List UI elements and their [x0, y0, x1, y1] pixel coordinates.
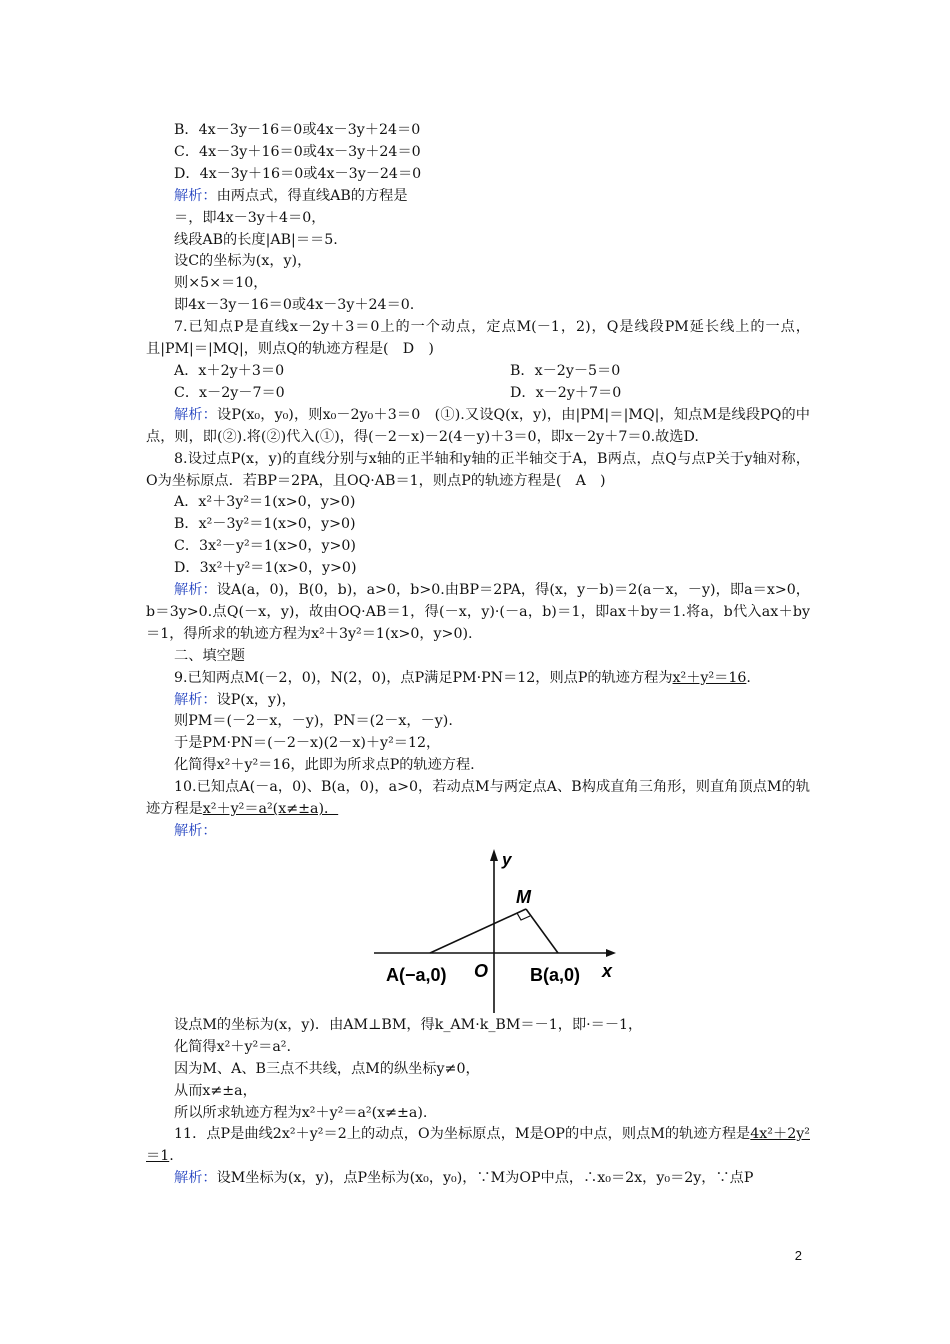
solution-q9-line: 则PM＝(－2－x，－y)，PN＝(2－x，－y). — [174, 713, 453, 730]
answer: x²＋y²＝16 — [672, 669, 747, 686]
solution-q6-line: 则×5×＝10， — [174, 275, 268, 292]
solution-text: 由两点式，得直线AB的方程是 — [216, 187, 408, 204]
answer: x²＋y²＝a²(x≠±a)． — [202, 801, 339, 818]
label-x: x — [602, 960, 613, 981]
question-7-solution — [146, 405, 810, 449]
stem-end: . — [746, 669, 751, 686]
question-10-stem — [146, 777, 810, 821]
question-9-stem — [146, 668, 810, 690]
option-c-q6: C．4x－3y＋16＝0或4x－3y＋24＝0 — [174, 143, 421, 160]
solution-label: 解析： — [174, 691, 217, 708]
solution-text: 设P(x，y)， — [216, 691, 296, 708]
solution-text: 设M坐标为(x，y)，点P坐标为(x₀，y₀)，∵M为OP中点，∴x₀＝2x，y₀＝2y，∵点P — [216, 1170, 754, 1187]
solution-label: 解析： — [174, 582, 217, 599]
y-axis-arrow-icon — [490, 849, 498, 861]
segment-am — [430, 909, 526, 953]
solution-q6-first — [146, 186, 810, 208]
solution-q10-line: 所以所求轨迹方程为x²＋y²＝a²(x≠±a). — [174, 1104, 428, 1121]
question-8-stem: 8.设过点P(x，y)的直线分别与x轴的正半轴和y轴的正半轴交于A，B两点，点Q与点P关于y轴对称，O为坐标原点．若BP＝2PA，且OQ·AB＝1，则点P的轨迹方程是( A ) — [146, 450, 810, 489]
solution-label: 解析： — [174, 187, 217, 204]
solution-label: 解析： — [174, 1170, 217, 1187]
option-d: D．3x²＋y²＝1(x>0，y>0) — [174, 560, 357, 577]
solution-q6-line: ＝，即4x－3y＋4＝0， — [174, 209, 326, 226]
figure-right-triangle — [146, 847, 810, 1015]
option-a: A．x²＋3y²＝1(x>0，y>0) — [174, 494, 356, 511]
question-11-stem — [146, 1124, 810, 1168]
solution-q9-line: 化简得x²＋y²＝16，此即为所求点P的轨迹方程. — [174, 757, 475, 774]
segment-mb — [526, 909, 558, 953]
answer: 4x²＋2y²＝1 — [146, 1126, 810, 1165]
stem-end: . — [169, 1148, 174, 1165]
solution-label: 解析： — [174, 406, 217, 423]
option-c: C．x－2y－7＝0 — [174, 384, 285, 401]
solution-q10-line: 因为M、A、B三点不共线，点M的纵坐标y≠0， — [174, 1060, 480, 1077]
solution-text: 设A(a，0)，B(0，b)，a>0，b>0.由BP＝2PA，得(x，y－b)＝2(a－x，－y)，即a＝x>0，b＝3y>0.点Q(－x，y)，故由OQ·AB＝1，得(－x，y)·(－a，b)＝1，即ax＋by＝1.将a，b代入ax＋by＝1，得所求的轨迹方程为x²＋3y²＝1(x>0，y>0). — [146, 582, 810, 642]
option-c: C．3x²－y²＝1(x>0，y>0) — [174, 538, 356, 555]
solution-q9-line: 于是PM·PN＝(－2－x)(2－x)＋y²＝12， — [174, 735, 441, 752]
coordinate-diagram — [366, 847, 616, 1013]
question-7-options-row1 — [146, 361, 810, 383]
section-heading-fill-in: 二、填空题 — [174, 647, 245, 664]
question-8-solution — [146, 580, 810, 646]
document-body — [146, 120, 810, 1190]
solution-q6-line: 线段AB的长度|AB|＝＝5. — [174, 231, 338, 248]
solution-text: 设P(x₀，y₀)，则x₀－2y₀＋3＝0 (①).又设Q(x，y)，由|PM|＝|MQ|，知点M是线段PQ的中点，则，即(②).将(②)代入(①)，得(－2－x)－2(4－y)＋3＝0，即x－2y＋7＝0.故选D. — [146, 406, 810, 445]
page-number: 2 — [794, 1248, 802, 1263]
label-o: O — [474, 960, 489, 981]
option-b-q6: B．4x－3y－16＝0或4x－3y＋24＝0 — [174, 122, 421, 138]
solution-q6-line: 即4x－3y－16＝0或4x－3y＋24＝0. — [174, 297, 415, 314]
solution-q6-line: 设C的坐标为(x，y)， — [174, 253, 312, 270]
question-11-solution — [146, 1168, 810, 1190]
label-a: A(−a,0) — [386, 964, 447, 985]
label-b: B(a,0) — [530, 964, 581, 985]
stem-text: 9.已知两点M(－2，0)，N(2，0)，点P满足PM·PN＝12，则点P的轨迹方程为 — [174, 669, 673, 686]
x-axis-arrow-icon — [606, 949, 616, 957]
option-b: B．x－2y－5＝0 — [510, 362, 621, 379]
solution-q10-line: 设点M的坐标为(x，y)．由AM⊥BM，得k_AM·k_BM＝－1，即·＝－1， — [174, 1016, 643, 1033]
solution-label: 解析： — [174, 823, 217, 839]
right-angle-mark — [517, 913, 530, 920]
label-y: y — [502, 849, 512, 869]
stem-text: 10.已知点A(－a，0)、B(a，0)，a>0，若动点M与两定点A、B构成直角三角形，则直角顶点M的轨迹方程是 — [146, 779, 810, 818]
label-m: M — [516, 886, 531, 907]
option-a: A．x＋2y＋3＝0 — [174, 362, 285, 379]
solution-q10-line: 化简得x²＋y²＝a². — [174, 1038, 291, 1055]
option-b: B．x²－3y²＝1(x>0，y>0) — [174, 516, 356, 533]
question-7-stem: 7.已知点P是直线x－2y＋3＝0上的一个动点，定点M(－1，2)，Q是线段PM延长线上的一点，且|PM|＝|MQ|，则点Q的轨迹方程是( D ) — [146, 319, 810, 358]
question-9-solution-first — [146, 690, 810, 712]
solution-q10-line: 从而x≠±a， — [174, 1082, 257, 1099]
question-7-options-row2 — [146, 383, 810, 405]
option-d-q6: D．4x－3y＋16＝0或4x－3y－24＝0 — [174, 165, 422, 182]
option-d: D．x－2y＋7＝0 — [510, 384, 622, 401]
stem-text: 11．点P是曲线2x²＋y²＝2上的动点，O为坐标原点，M是OP的中点，则点M的轨迹方程是 — [174, 1126, 751, 1143]
